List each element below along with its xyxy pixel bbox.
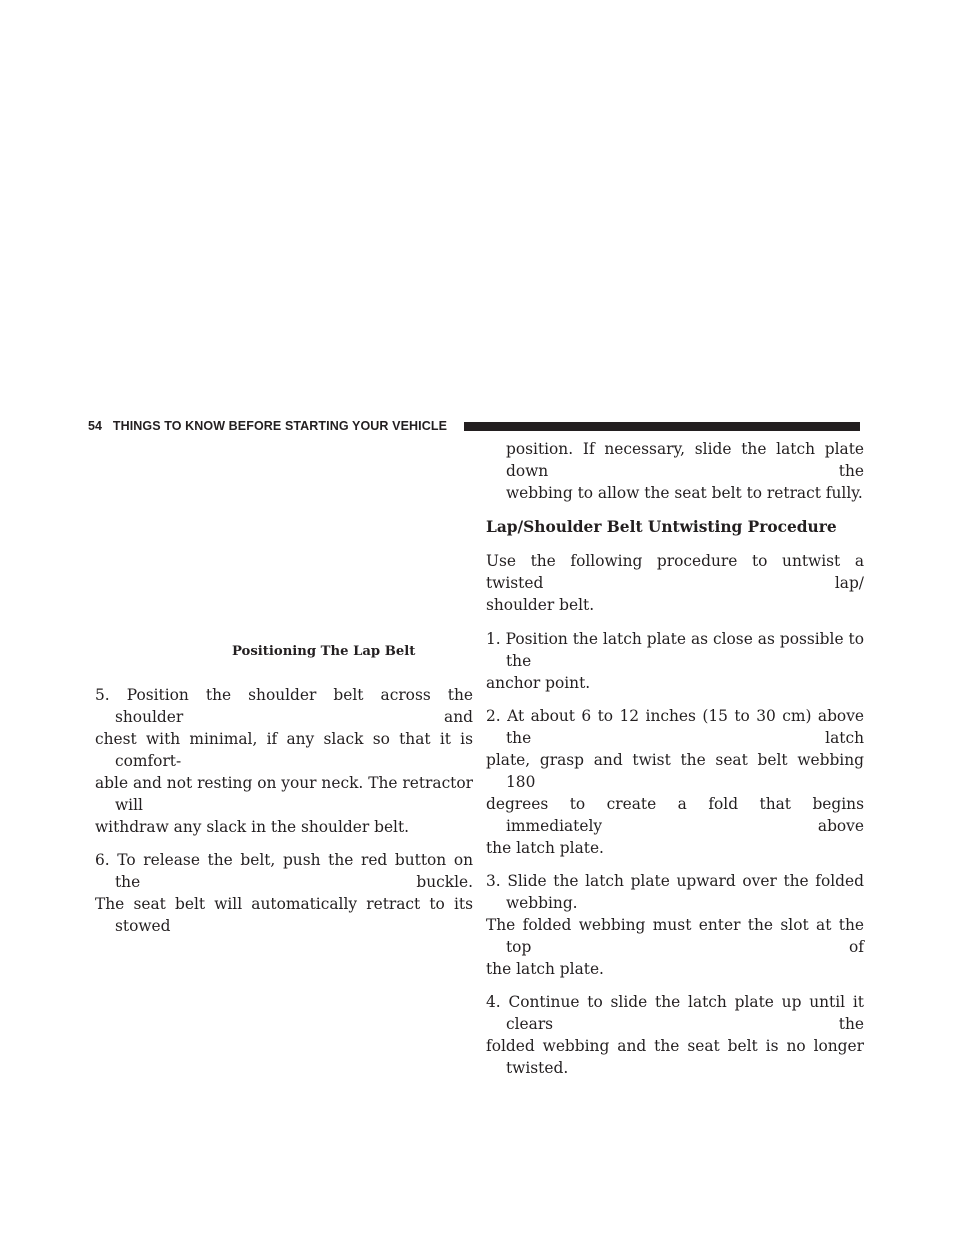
page-number: 54: [88, 419, 103, 433]
continued-paragraph: [486, 438, 864, 504]
list-item: [486, 628, 864, 694]
text-line: Use the following procedure to untwist a twisted lap/: [486, 552, 864, 592]
text-line: anchor point.: [486, 674, 591, 692]
text-line: the latch plate.: [486, 839, 604, 857]
text-line: the latch plate.: [486, 960, 604, 978]
text-line: 1. Position the latch plate as close as possible to the: [486, 630, 864, 670]
intro-paragraph: [486, 550, 864, 616]
section-title: THINGS TO KNOW BEFORE STARTING YOUR VEHICLE: [112, 419, 448, 433]
text-line: plate, grasp and twist the seat belt webbing 180: [486, 751, 864, 791]
text-line: position. If necessary, slide the latch plate down the: [506, 440, 864, 480]
text-line: withdraw any slack in the shoulder belt.: [95, 818, 410, 836]
text-line: chest with minimal, if any slack so that it is comfort-: [95, 730, 473, 770]
page-header-text: [88, 419, 447, 433]
text-line: 3. Slide the latch plate upward over the folded webbing.: [486, 872, 864, 912]
right-column: [486, 438, 864, 1090]
list-item: [95, 849, 473, 937]
text-line: able and not resting on your neck. The retractor will: [95, 774, 473, 814]
text-line: degrees to create a fold that begins immediately above: [486, 795, 864, 835]
untwist-step-list: [486, 628, 864, 1079]
list-item: [486, 991, 864, 1079]
figure-caption: Positioning The Lap Belt: [232, 644, 416, 659]
text-line: webbing to allow the seat belt to retract fully.: [506, 484, 863, 502]
text-line: 2. At about 6 to 12 inches (15 to 30 cm) above the latch: [486, 707, 864, 747]
list-item: [95, 684, 473, 838]
text-line: 6. To release the belt, push the red button on the buckle.: [95, 851, 473, 891]
left-step-list: [95, 684, 473, 937]
text-line: The folded webbing must enter the slot at the top of: [486, 916, 864, 956]
text-line: The seat belt will automatically retract to its stowed: [95, 895, 473, 935]
text-line: shoulder belt.: [486, 596, 595, 614]
text-line: 5. Position the shoulder belt across the shoulder and: [95, 686, 473, 726]
list-item: [486, 870, 864, 980]
section-heading: Lap/Shoulder Belt Untwisting Procedure: [486, 518, 837, 536]
header-rule: [464, 422, 860, 431]
text-line: 4. Continue to slide the latch plate up until it clears the: [486, 993, 864, 1033]
left-column: [95, 684, 473, 948]
text-line: folded webbing and the seat belt is no longer twisted.: [486, 1037, 864, 1077]
page-header: [88, 415, 860, 437]
list-item: [486, 705, 864, 859]
